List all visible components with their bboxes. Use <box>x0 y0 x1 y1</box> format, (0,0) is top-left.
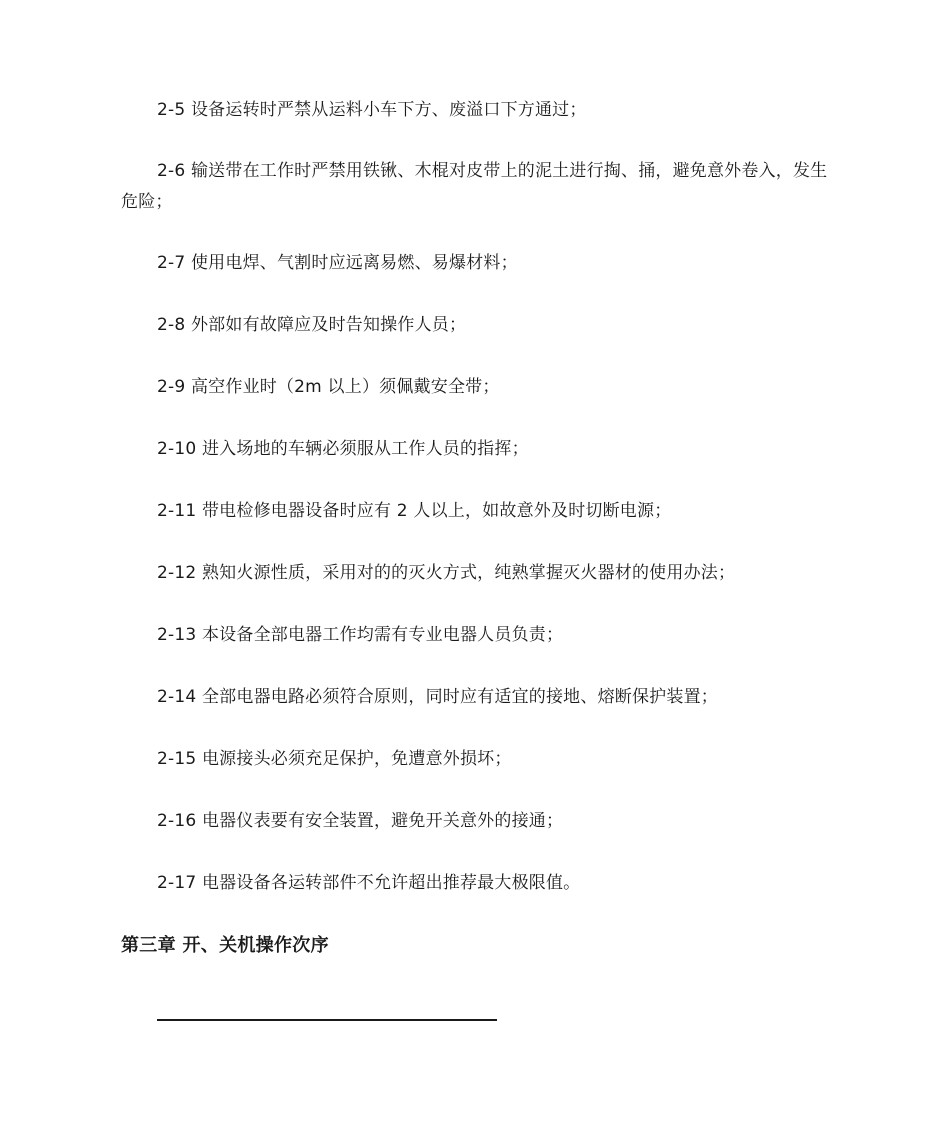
paragraph-2-12: 2-12 熟知火源性质，采用对的的灭火方式，纯熟掌握灭火器材的使用办法； <box>157 563 736 583</box>
paragraph-2-9: 2-9 高空作业时（2m 以上）须佩戴安全带； <box>157 377 500 397</box>
paragraph-2-15: 2-15 电源接头必须充足保护，免遭意外损坏； <box>157 749 512 769</box>
paragraph-2-6: 2-6 输送带在工作时严禁用铁锹、木棍对皮带上的泥土进行掏、捅，避免意外卷入，发生危险； <box>121 161 828 212</box>
horizontal-rule <box>157 1019 497 1021</box>
paragraph-2-10: 2-10 进入场地的车辆必须服从工作人员的指挥； <box>157 439 529 459</box>
paragraph-2-16: 2-16 电器仪表要有安全装置，避免开关意外的接通； <box>157 811 564 831</box>
paragraph-2-13: 2-13 本设备全部电器工作均需有专业电器人员负责； <box>157 625 564 645</box>
paragraph-2-17: 2-17 电器设备各运转部件不允许超出推荐最大极限值。 <box>157 873 581 893</box>
chapter-heading: 第三章 开、关机操作次序 <box>121 935 329 956</box>
paragraph-2-7: 2-7 使用电焊、气割时应远离易燃、易爆材料； <box>157 253 518 273</box>
paragraph-2-5: 2-5 设备运转时严禁从运料小车下方、废溢口下方通过； <box>157 100 587 120</box>
paragraph-2-11: 2-11 带电检修电器设备时应有 2 人以上，如故意外及时切断电源； <box>157 501 672 521</box>
paragraph-2-14: 2-14 全部电器电路必须符合原则，同时应有适宜的接地、熔断保护装置； <box>157 687 718 707</box>
paragraph-2-8: 2-8 外部如有故障应及时告知操作人员； <box>157 315 467 335</box>
